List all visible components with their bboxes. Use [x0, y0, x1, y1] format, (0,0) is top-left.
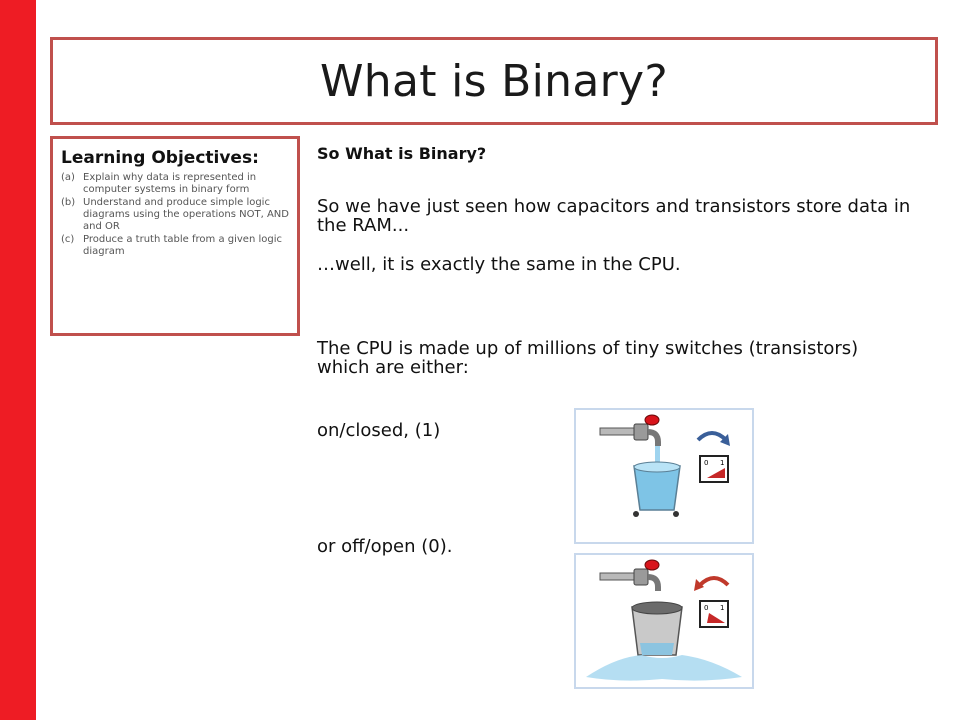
glass-rim-shape [634, 462, 680, 472]
body-paragraph-ram: So we have just seen how capacitors and transistors store data in the RAM... [317, 196, 911, 236]
learning-objectives-box [50, 136, 300, 336]
glass-foot-shape [633, 511, 639, 517]
spout-shape [648, 432, 658, 446]
tap-off-graphic [576, 555, 752, 687]
gauge-zero-label: 0 [704, 459, 709, 467]
objective-item [61, 172, 289, 196]
rotate-arrow-icon [700, 578, 728, 585]
tap-handle-icon [645, 560, 659, 570]
spout-shape [648, 577, 658, 591]
body-paragraph-cpu: …well, it is exactly the same in the CPU. [317, 254, 681, 275]
body-paragraph-switches: The CPU is made up of millions of tiny switches (transistors) which are either: [317, 338, 859, 378]
objective-marker: (a) [61, 172, 75, 183]
gauge-one-label: 1 [720, 604, 725, 612]
objective-item [61, 234, 289, 258]
objective-text: Produce a truth table from a given logic diagram [83, 234, 282, 257]
tap-on-illustration [574, 408, 754, 544]
objective-item [61, 197, 289, 233]
spilled-water-shape [586, 655, 742, 681]
objectives-heading: Learning Objectives: [61, 148, 259, 168]
objective-marker: (b) [61, 197, 76, 208]
slide-title: What is Binary? [320, 55, 668, 107]
tap-off-illustration [574, 553, 754, 689]
off-open-label: or off/open (0). [317, 536, 453, 557]
left-accent-bar [0, 0, 36, 720]
tap-body-shape [634, 424, 648, 440]
objective-text: Explain why data is represented in computer systems in binary form [83, 172, 257, 195]
gauge-one-label: 1 [720, 459, 725, 467]
tap-handle-icon [645, 415, 659, 425]
title-box [50, 37, 938, 125]
objective-text: Understand and produce simple logic diagrams using the operations NOT, AND and OR [83, 197, 289, 232]
body-heading: So What is Binary? [317, 144, 487, 163]
full-glass-shape [634, 466, 680, 510]
objectives-list [61, 172, 289, 258]
objective-marker: (c) [61, 234, 75, 245]
glass-water-remnant-shape [640, 643, 674, 655]
tap-on-graphic [576, 410, 752, 542]
tap-body-shape [634, 569, 648, 585]
on-closed-label: on/closed, (1) [317, 420, 441, 441]
gauge-zero-label: 0 [704, 604, 709, 612]
rotate-arrow-icon [698, 433, 726, 440]
glass-foot-shape [673, 511, 679, 517]
glass-rim-shape [632, 602, 682, 614]
